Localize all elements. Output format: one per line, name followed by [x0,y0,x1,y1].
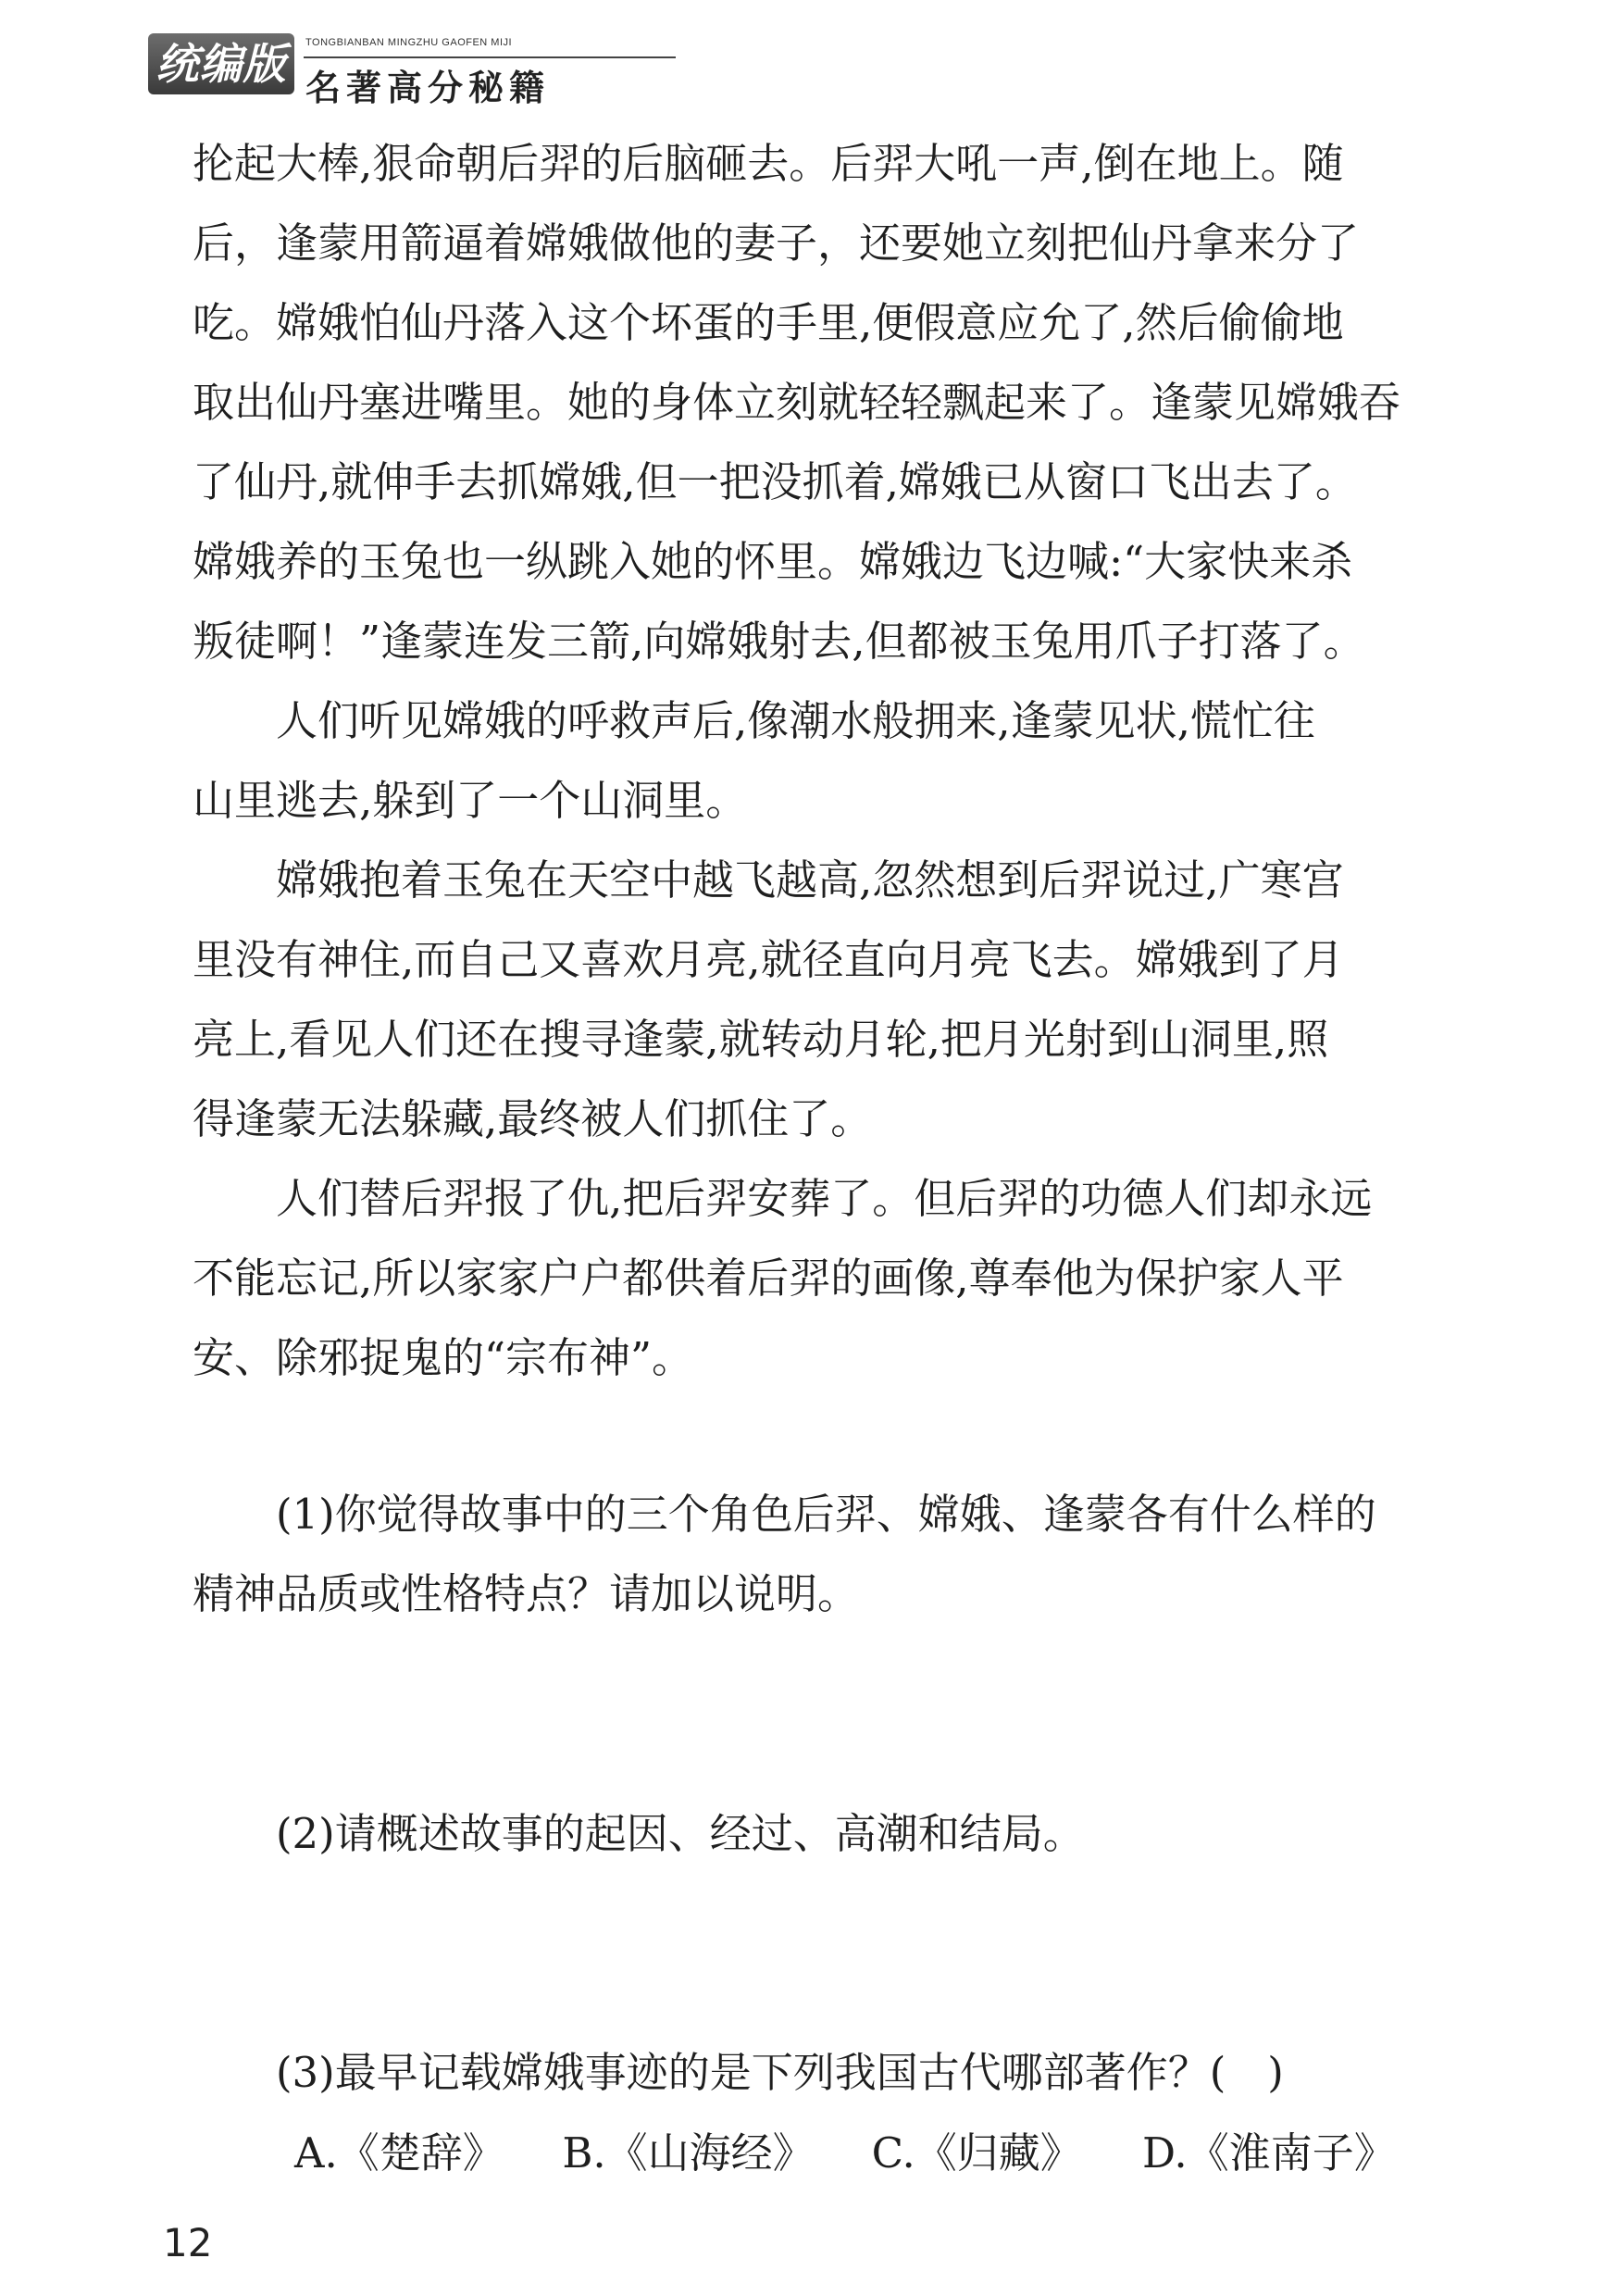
story-line: 嫦娥养的玉兔也一纵跳入她的怀里。嫦娥边飞边喊:“大家快来杀 [193,537,1353,586]
story-line: 不能忘记,所以家家户户都供着后羿的画像,尊奉他为保护家人平 [193,1254,1344,1303]
question-2: (2)请概述故事的起因、经过、高潮和结局。 [193,1809,1085,1858]
story-line: 得逢蒙无法躲藏,最终被人们抓住了。 [193,1094,873,1143]
story-line: 人们替后羿报了仇,把后羿安葬了。但后羿的功德人们却永远 [193,1174,1373,1223]
option-d: D.《淮南子》 [1141,2128,1396,2177]
question-3: (3)最早记载嫦娥事迹的是下列我国古代哪部著作？( ) [193,2048,1284,2097]
story-line: 山里逃去,躲到了一个山洞里。 [193,776,748,825]
story-line: 了仙丹,就伸手去抓嫦娥,但一把没抓着,嫦娥已从窗口飞出去了。 [193,457,1357,506]
brand-name: 名著高分秘籍 [305,68,551,108]
story-text [193,124,1414,1398]
story-line: 抡起大棒,狠命朝后羿的后脑砸去。后羿大吼一声,倒在地上。随 [193,139,1344,188]
question-1-line-1: (1)你觉得故事中的三个角色后羿、嫦娥、逢蒙各有什么样的 [193,1490,1376,1539]
brand-divider [304,56,676,58]
story-line: 取出仙丹塞进嘴里。她的身体立刻就轻轻飘起来了。逢蒙见嫦娥吞 [193,378,1401,427]
question-1-line-2: 精神品质或性格特点？请加以说明。 [193,1569,860,1618]
edition-badge: 统编版 [148,33,294,94]
question-3-options [294,2114,1396,2193]
story-line: 嫦娥抱着玉兔在天空中越飞越高,忽然想到后羿说过,广寒宫 [193,855,1344,905]
story-line: 吃。嫦娥怕仙丹落入这个坏蛋的手里,便假意应允了,然后偷偷地 [193,298,1344,347]
page-number: 12 [163,2220,213,2265]
option-c: C.《归藏》 [871,2128,1082,2177]
story-line: 亮上,看见人们还在搜寻逢蒙,就转动月轮,把月光射到山洞里,照 [193,1015,1329,1064]
story-line: 后，逢蒙用箭逼着嫦娥做他的妻子，还要她立刻把仙丹拿来分了 [193,218,1360,268]
option-a: A.《楚辞》 [294,2128,504,2177]
story-line: 人们听见嫦娥的呼救声后,像潮水般拥来,逢蒙见状,慌忙往 [193,696,1315,745]
story-line: 安、除邪捉鬼的“宗布神”。 [193,1333,694,1382]
story-line: 叛徒啊！”逢蒙连发三箭,向嫦娥射去,但都被玉兔用爪子打落了。 [193,617,1365,666]
option-b: B.《山海经》 [562,2128,815,2177]
story-line: 里没有神住,而自己又喜欢月亮,就径直向月亮飞去。嫦娥到了月 [193,935,1344,984]
brand-pinyin: TONGBIANBAN MINGZHU GAOFEN MIJI [305,37,513,48]
book-header [148,26,574,108]
